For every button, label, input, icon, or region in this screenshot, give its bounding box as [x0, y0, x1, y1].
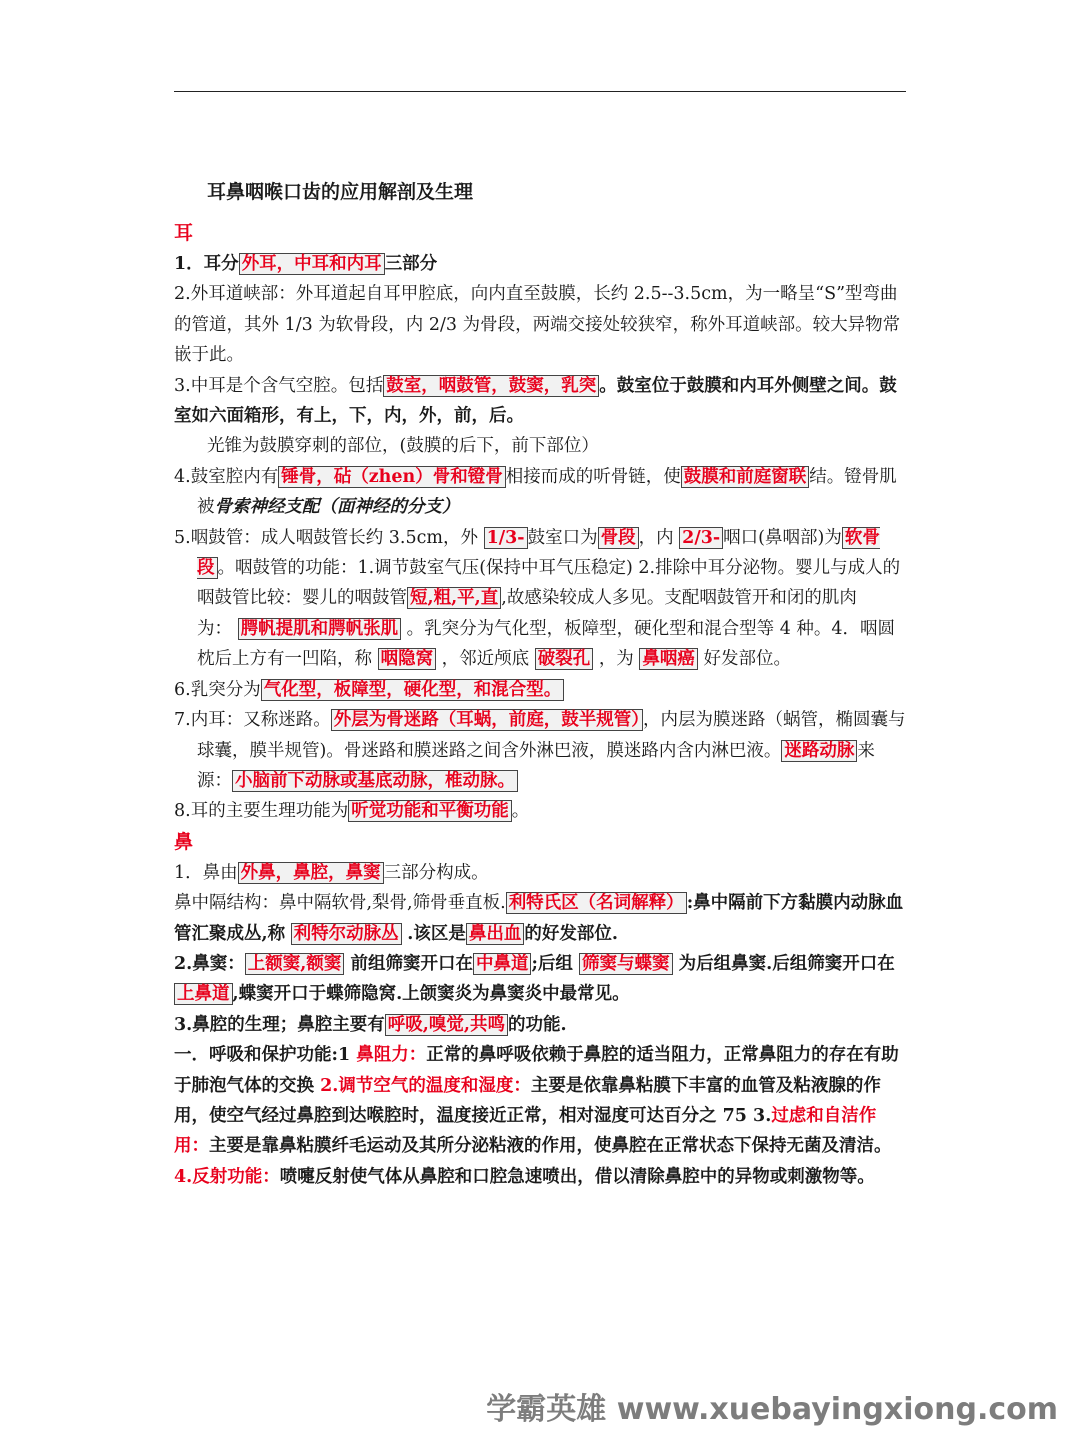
ear-para-2: 2.外耳道峡部：外耳道起自耳甲腔底，向内直至鼓膜，长约 2.5--3.5cm，为一略呈“S”型弯曲的管道，其外 1/3 为软骨段，内 2/3 为骨段，两端交接处较狭窄，称外耳道峡部。较大异物常嵌于此。: [174, 284, 901, 366]
highlight: 外耳，中耳和内耳: [239, 253, 385, 275]
ear-para-8: 8.耳的主要生理功能为 听觉功能和平衡功能 。: [174, 801, 530, 822]
section-heading-ear: 耳: [174, 222, 194, 244]
ear-para-3: 3.中耳是个含气空腔。包括 鼓室，咽鼓管，鼓窦，乳突 。鼓室位于鼓膜和内耳外侧壁之间。鼓室如六面箱形，有上，下，内，外，前，后。: [174, 375, 897, 427]
ear-para-5: 5.咽鼓管：成人咽鼓管长约 3.5cm，外 1/3- 鼓室口为 骨段 ，内 2/3- 咽口(鼻咽部)为 软骨段 。咽鼓管的功能：1.调节鼓室气压(保持中耳气压稳定) 2.排除中耳分泌物。婴儿与成人的咽鼓管比较：婴儿的咽鼓管 短,粗,平,直 ,故感染较成人多见。支配咽鼓管开和闭的肌肉为： 腭帆提肌和腭帆张肌 。乳突分为气化型，板障型，硬化型和混合型等 4 种。4．咽圆枕后上方有一凹陷，称 咽隐窝 ，邻近颅底 破裂孔 ，为 鼻咽癌 好发部位。: [174, 527, 901, 670]
section-heading-nose: 鼻: [174, 830, 194, 853]
nose-para-4: 3.鼻腔的生理；鼻腔主要有 呼吸,嗅觉,共鸣 的功能.: [174, 1014, 567, 1035]
ear-para-7: 7.内耳：又称迷路。 外层为骨迷路（耳蜗，前庭，鼓半规管） ，内层为膜迷路（蜗管，椭圆囊与球囊，膜半规管)。骨迷路和膜迷路之间含外淋巴液，膜迷路内含内淋巴液。 迷路动脉 来源： 小脑前下动脉或基底动脉，椎动脉。: [174, 710, 906, 791]
nose-para-1: 1．鼻由 外鼻，鼻腔，鼻窦 三部分构成。: [174, 862, 489, 883]
highlight: 锤骨，砧（zhen）骨和镫骨: [278, 466, 506, 488]
ear-para-1: 1．耳分 外耳，中耳和内耳 三部分: [174, 254, 438, 274]
highlight: 气化型，板障型，硬化型，和混合型。: [261, 679, 565, 701]
nose-para-5: 一．呼吸和保护功能:1 鼻阻力：正常的鼻呼吸依赖于鼻腔的适当阻力，正常鼻阻力的存在有助于肺泡气体的交换 2.调节空气的温度和湿度：主要是依靠鼻粘膜下丰富的血管及粘液腺的作用，使空气经过鼻腔到达喉腔时，温度接近正常，相对湿度可达百分之 75 3.过虑和自洁作用：主要是靠鼻粘膜纤毛运动及其所分泌粘液的作用，使鼻腔在正常状态下保持无菌及清洁。4.反射功能：喷嚏反射使气体从鼻腔和口腔急速喷出，借以清除鼻腔中的异物或刺激物等。: [174, 1045, 899, 1187]
ear-para-6: 6.乳突分为 气化型，板障型，硬化型，和混合型。: [174, 675, 908, 705]
ear-para-4: 4.鼓室腔内有 锤骨，砧（zhen）骨和镫骨 相接而成的听骨链，使 鼓膜和前庭窗联 结。镫骨肌被骨索神经支配（面神经的分支）: [174, 466, 897, 518]
document-body: [174, 176, 908, 1192]
header-rule: [174, 91, 906, 92]
watermark-footer: 学霸英雄 www.xuebayingxiong.com: [486, 1392, 1058, 1427]
nose-para-2: 鼻中隔结构：鼻中隔软骨,梨骨,筛骨垂直板. 利特氏区（名词解释） :鼻中隔前下方黏膜内动脉血管汇聚成丛,称 利特尔动脉丛 .该区是 鼻出血 的好发部位.: [174, 893, 904, 944]
ear-para-3b: 光锥为鼓膜穿刺的部位，(鼓膜的后下，前下部位）: [207, 436, 599, 457]
page-title: 耳鼻咽喉口齿的应用解剖及生理: [207, 181, 474, 203]
nose-para-3: 2.鼻窦： 上额窦,额窦 前组筛窦开口在 中鼻道 ;后组 筛窦与蝶窦 为后组鼻窦.后组筛窦开口在上鼻道 ,蝶窦开口于蝶筛隐窝.上颌窦炎为鼻窦炎中最常见。: [174, 953, 895, 1005]
highlight: 鼓膜和前庭窗联: [681, 466, 810, 488]
highlight: 鼓室，咽鼓管，鼓窦，乳突: [383, 375, 599, 397]
